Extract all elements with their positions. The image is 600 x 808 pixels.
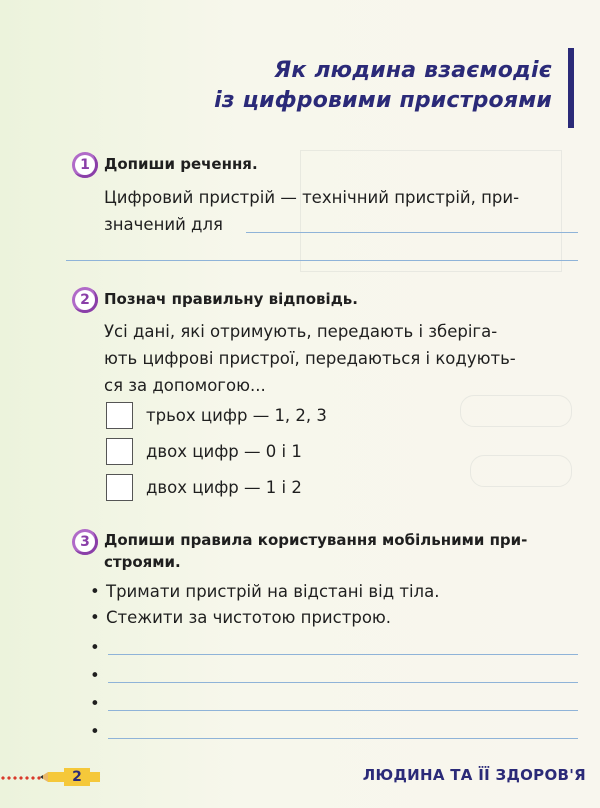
task-1-heading: Допиши речення. (104, 155, 258, 173)
page-title-line-2: із цифровими пристроями (214, 88, 552, 113)
blank-rule-bullet-1: • (90, 638, 100, 657)
option-1-checkbox[interactable] (106, 402, 133, 429)
task-2-line-1: Усі дані, які отримують, передають і зберіга- (104, 322, 498, 341)
task-1-number: 1 (75, 155, 95, 175)
bleed-through-decoration (300, 150, 562, 272)
option-3-checkbox[interactable] (106, 474, 133, 501)
bullet: • (90, 582, 100, 601)
rule-answer-line-2[interactable] (108, 682, 578, 683)
rule-item-1-text: Тримати пристрій на відстані від тіла. (106, 582, 440, 601)
option-3-label: двох цифр — 1 і 2 (146, 478, 302, 497)
bleed-through-decoration (460, 395, 572, 427)
rule-item-1 (90, 582, 439, 601)
blank-rule-bullet-2: • (90, 666, 100, 685)
blank-rule-bullet-4: • (90, 722, 100, 741)
footer-dots-decoration (0, 776, 44, 780)
page-title-line-1: Як людина взаємодіє (274, 58, 552, 83)
task-3-heading-line-2: строями. (104, 553, 181, 571)
rule-answer-line-3[interactable] (108, 710, 578, 711)
task-1-answer-line-2[interactable] (66, 260, 578, 261)
option-2-checkbox[interactable] (106, 438, 133, 465)
section-title: ЛЮДИНА ТА ЇЇ ЗДОРОВ'Я (362, 766, 586, 784)
rule-answer-line-4[interactable] (108, 738, 578, 739)
title-accent-bar (568, 48, 574, 128)
option-1-label: трьох цифр — 1, 2, 3 (146, 406, 327, 425)
rule-item-2 (90, 608, 391, 627)
page-number: 2 (64, 768, 90, 786)
bleed-through-decoration (470, 455, 572, 487)
rule-answer-line-1[interactable] (108, 654, 578, 655)
task-1-line-2: значений для (104, 215, 223, 234)
task-3-badge (72, 529, 98, 555)
bullet: • (90, 608, 100, 627)
task-1-line-1: Цифровий пристрій — технічний пристрій, при- (104, 188, 520, 207)
task-1-answer-line-1[interactable] (246, 232, 578, 233)
page-title (214, 56, 552, 116)
task-2-heading: Познач правильну відповідь. (104, 290, 358, 308)
task-1-badge (72, 152, 98, 178)
task-2-number: 2 (75, 290, 95, 310)
blank-rule-bullet-3: • (90, 694, 100, 713)
task-2-badge (72, 287, 98, 313)
option-2-label: двох цифр — 0 і 1 (146, 442, 302, 461)
task-2-line-2: ють цифрові пристрої, передаються і кодують- (104, 349, 516, 368)
task-3-heading-line-1: Допиши правила користування мобільними при- (104, 531, 528, 549)
task-2-line-3: ся за допомогою... (104, 376, 266, 395)
rule-item-2-text: Стежити за чистотою пристрою. (106, 608, 392, 627)
task-3-number: 3 (75, 532, 95, 552)
